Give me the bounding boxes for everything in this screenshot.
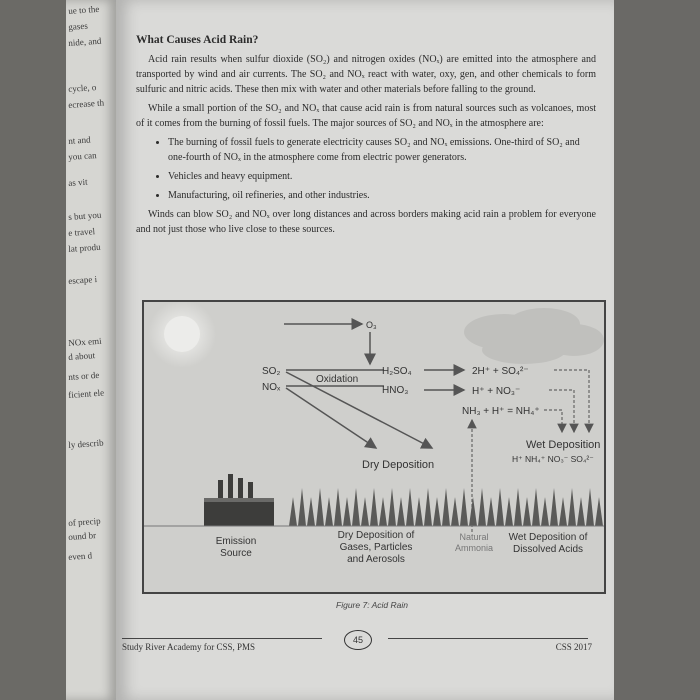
acid-rain-figure: [142, 300, 606, 594]
forest-icon: [289, 488, 603, 526]
left-page-fragment: nide, and: [68, 35, 102, 48]
paragraph-2: While a small portion of the SO₂ and NOₓ that cause acid rain is from natural sources such as volcanoes, most of it comes from the burning of fossil fuels. The major sources of SO₂ and NOₓ in the atmosphere are:: [136, 103, 596, 129]
ions-row-1: 2H⁺ + SO₄²⁻: [472, 366, 529, 377]
paragraph-1: Acid rain results when sulfur dioxide (SO₂) and nitrogen oxides (NOₓ) are emitted into the atmosphere and transported by wind and air currents. The SO₂ and NOₓ react with water, oxy, gen, and other chemicals to form sulfuric and nitric acids. These then mix with water and other materials before falling to the ground.: [136, 54, 596, 95]
tree-icon: [487, 497, 495, 526]
wet-dep-acids-label-1: Wet Deposition of: [508, 532, 588, 543]
page-content: [136, 34, 596, 241]
dry-dep-gases-label-1: Dry Deposition of: [337, 530, 415, 541]
left-page-fragment: ly describ: [68, 437, 104, 450]
left-page-fragment: of precip: [68, 515, 101, 528]
tree-icon: [460, 488, 468, 526]
tree-icon: [532, 488, 540, 526]
nox-label: NOₓ: [262, 382, 281, 393]
dry-deposition-label: Dry Deposition: [362, 459, 435, 471]
tree-icon: [469, 497, 477, 526]
left-page-fragment: even d: [68, 550, 93, 562]
emission-source-label-2: Source: [220, 548, 252, 559]
tree-icon: [595, 497, 603, 526]
tree-icon: [559, 497, 567, 526]
tree-icon: [424, 488, 432, 526]
tree-icon: [370, 488, 378, 526]
tree-icon: [541, 497, 549, 526]
left-page-fragment: lat produ: [68, 241, 101, 254]
tree-icon: [352, 488, 360, 526]
tree-icon: [433, 497, 441, 526]
sun-core: [164, 316, 200, 352]
tree-icon: [478, 488, 486, 526]
tree-icon: [307, 497, 315, 526]
left-page-fragment: nt and: [68, 134, 91, 146]
tree-icon: [397, 497, 405, 526]
figure-caption: Figure 7: Acid Rain: [336, 600, 408, 610]
tree-icon: [496, 488, 504, 526]
sources-list: [136, 135, 596, 203]
left-page-fragment: gases: [68, 20, 89, 32]
footer-edition: CSS 2017: [555, 642, 592, 652]
footer-rule-left: [122, 638, 322, 639]
dry-dep-gases-label-3: and Aerosols: [347, 554, 405, 565]
so2-label: SO₂: [262, 366, 281, 377]
tree-icon: [289, 497, 297, 526]
tree-icon: [298, 488, 306, 526]
tree-icon: [451, 497, 459, 526]
page-footer: [122, 626, 592, 656]
left-page-fragment: e travel: [68, 226, 96, 238]
left-page-fragment: d about: [68, 350, 96, 362]
paragraph-3: Winds can blow SO₂ and NOₓ over long distances and across borders making acid rain a problem for everyone and not just those who live close to these sources.: [136, 209, 596, 235]
acid-rain-diagram: [144, 302, 604, 592]
tree-icon: [505, 497, 513, 526]
tree-icon: [343, 497, 351, 526]
ions-row-2: H⁺ + NO₃⁻: [472, 386, 521, 397]
tree-icon: [325, 497, 333, 526]
list-item: • Manufacturing, oil refineries, and other industries.: [168, 188, 596, 203]
tree-icon: [568, 488, 576, 526]
natural-ammonia-label-1: Natural: [459, 532, 489, 542]
dry-dep-gases-label-2: Gases, Particles: [339, 542, 413, 553]
book-page: [116, 0, 614, 700]
tree-icon: [586, 488, 594, 526]
emission-source-label-1: Emission: [215, 536, 257, 547]
left-page-fragment: NOx emi: [68, 335, 102, 348]
cloud-icon: [464, 308, 604, 364]
hno3-label: HNO₃: [382, 385, 409, 396]
list-item: • The burning of fossil fuels to generate electricity causes SO₂ and NOₓ emissions. One-third of SO₂ and one-fourth of NOₓ in the atmosphere come from electric power generators.: [168, 135, 596, 165]
list-item: • Vehicles and heavy equipment.: [168, 169, 596, 184]
footer-rule-right: [388, 638, 588, 639]
wet-deposition-ions: H⁺ NH₄⁺ NO₃⁻ SO₄²⁻: [512, 454, 594, 464]
tree-icon: [514, 488, 522, 526]
section-heading: What Causes Acid Rain?: [136, 34, 259, 46]
page-number: 45: [344, 630, 372, 650]
tree-icon: [361, 497, 369, 526]
wet-dep-acids-label-2: Dissolved Acids: [512, 544, 584, 555]
left-page-fragment: nts or de: [68, 369, 100, 382]
tree-icon: [388, 488, 396, 526]
left-page-fragment: escape i: [68, 273, 98, 286]
tree-icon: [316, 488, 324, 526]
left-page-fragment: ficient ele: [68, 387, 105, 400]
background-edge: [614, 0, 700, 700]
o3-label: O₃: [366, 320, 377, 330]
left-page-fragment: s but you: [68, 209, 102, 222]
tree-icon: [442, 488, 450, 526]
oxidation-label: Oxidation: [316, 374, 359, 385]
ions-row-3: NH₃ + H⁺ = NH₄⁺: [462, 406, 540, 417]
h2so4-label: H₂SO₄: [382, 366, 412, 377]
left-page-fragment: ue to the: [68, 3, 100, 16]
left-page-fragment: as vit: [68, 176, 88, 188]
tree-icon: [415, 497, 423, 526]
footer-publisher: Study River Academy for CSS, PMS: [122, 642, 256, 652]
left-page-fragment: cycle, o: [68, 82, 97, 94]
facing-page: [66, 0, 118, 700]
left-page-fragment: you can: [68, 150, 97, 162]
tree-icon: [577, 497, 585, 526]
factory-icon: [204, 474, 274, 526]
tree-icon: [379, 497, 387, 526]
wet-deposition-label: Wet Deposition: [526, 439, 601, 451]
left-page-fragment: ound br: [68, 530, 97, 542]
tree-icon: [550, 488, 558, 526]
tree-icon: [406, 488, 414, 526]
tree-icon: [334, 488, 342, 526]
tree-icon: [523, 497, 531, 526]
natural-ammonia-label-2: Ammonia: [454, 543, 494, 553]
left-page-fragment: ecrease th: [68, 97, 105, 110]
